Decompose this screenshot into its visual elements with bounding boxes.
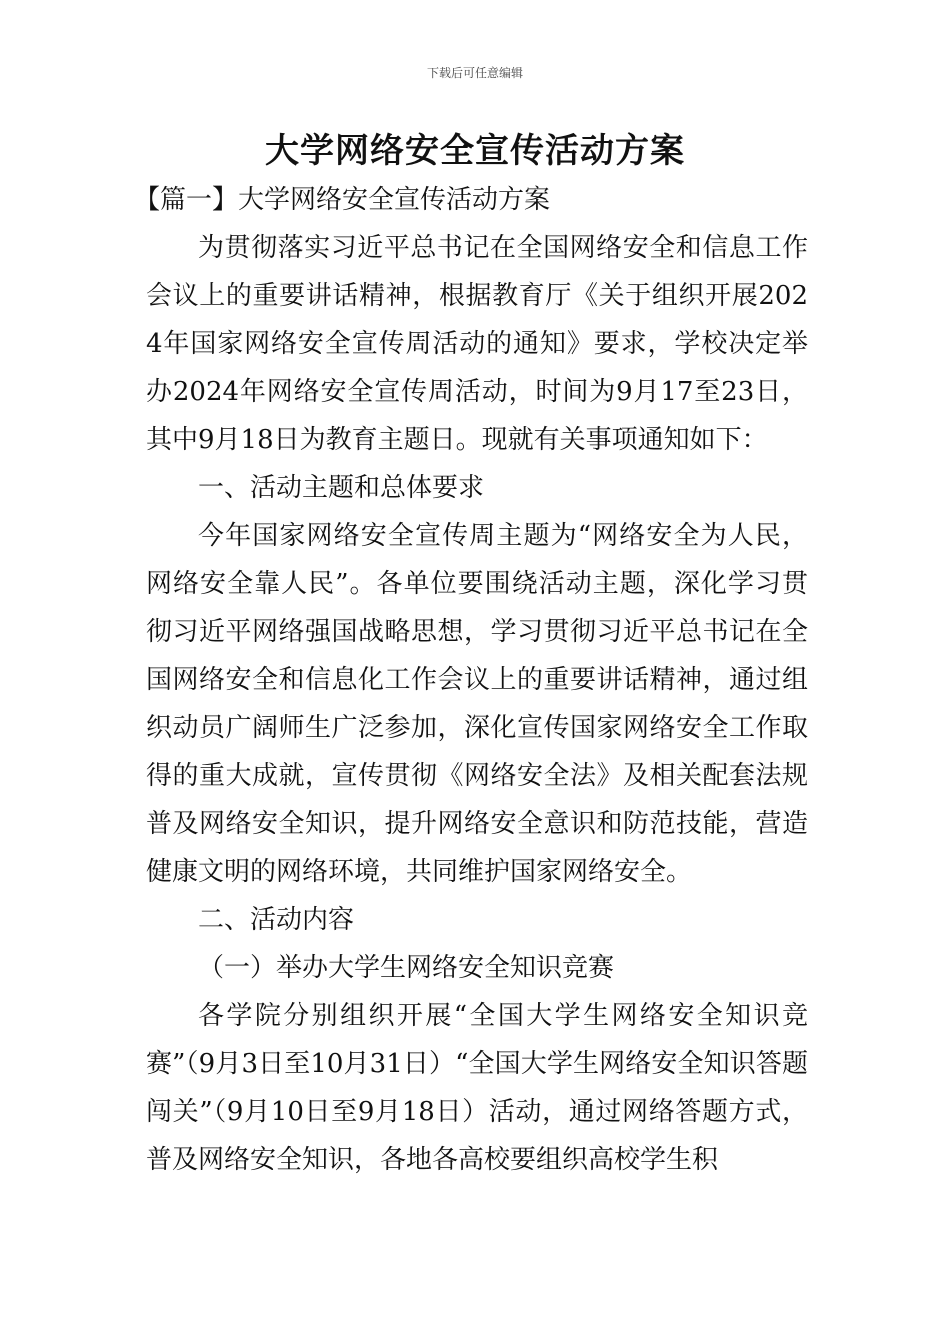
section-heading: 二、活动内容 (198, 905, 355, 935)
document-body (134, 176, 808, 1184)
paragraph: 各学院分别组织开展“全国大学生网络安全知识竞赛”（9月3日至10月31日）“全国大学生网络安全知识答题闯关”（9月10日至9月18日）活动，通过网络答题方式，普及网络安全知识，各地各高校要组织高校学生积 (146, 1001, 808, 1175)
document-title: 大学网络安全宣传活动方案 (265, 131, 685, 171)
paragraph: 今年国家网络安全宣传周主题为“网络安全为人民，网络安全靠人民”。各单位要围绕活动主题，深化学习贯彻习近平网络强国战略思想，学习贯彻习近平总书记在全国网络安全和信息化工作会议上的重要讲话精神，通过组织动员广阔师生广泛参加，深化宣传国家网络安全工作取得的重大成就，宣传贯彻《网络安全法》及相关配套法规普及网络安全知识，提升网络安全意识和防范技能，营造健康文明的网络环境，共同维护国家网络安全。 (146, 521, 808, 887)
page-header-note: 下载后可任意编辑 (426, 66, 523, 80)
subsection-heading: （一）举办大学生网络安全知识竞赛 (198, 953, 615, 983)
section-heading: 一、活动主题和总体要求 (198, 473, 485, 503)
paragraph: 为贯彻落实习近平总书记在全国网络安全和信息工作会议上的重要讲话精神，根据教育厅《关于组织开展2024年国家网络安全宣传周活动的通知》要求，学校决定举办2024年网络安全宣传周活动，时间为9月17至23日，其中9月18日为教育主题日。现就有关事项通知如下： (146, 233, 808, 455)
section-heading: 【篇一】大学网络安全宣传活动方案 (134, 185, 551, 215)
